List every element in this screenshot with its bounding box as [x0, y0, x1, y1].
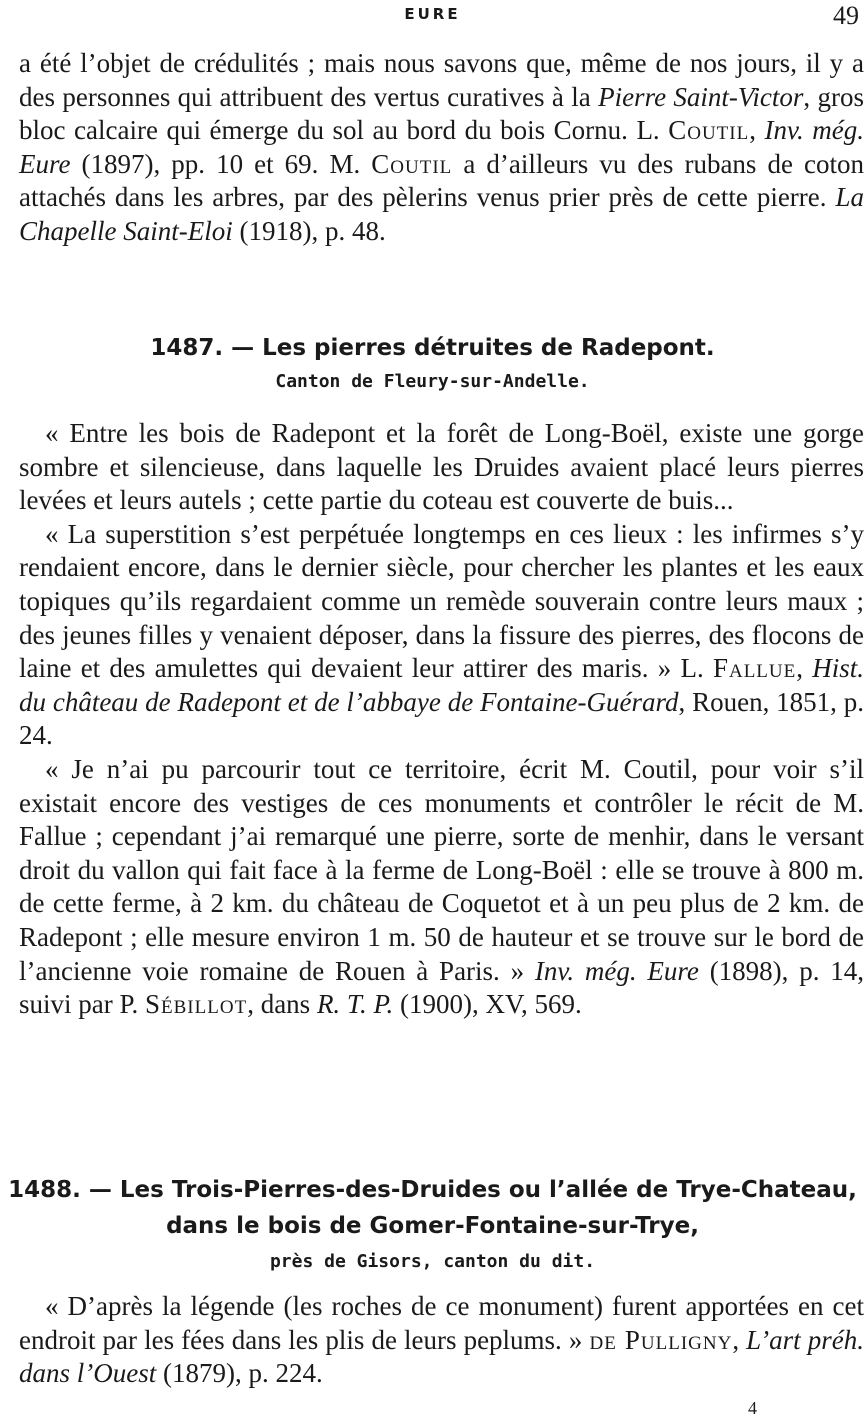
page-header — [0, 2, 865, 32]
section-1487-paragraph-3 — [19, 753, 864, 1022]
s1488-text-c: (1879), p. 224. — [156, 1358, 323, 1389]
section-1487-paragraph-1: « Entre les bois de Radepont et la forêt de Long-Boël, existe une gorge sombre et silencieuse, dans laquelle les Druides avaient placé leurs pierres levées et leurs autels ; cette partie du coteau est couverte de buis... — [19, 418, 864, 516]
s1488-text-b: , — [732, 1324, 747, 1355]
intro-text-4: (1897), pp. 10 et 69. M. — [70, 148, 372, 179]
p2-text-c: , Rouen, 1851, p. 24. — [19, 686, 864, 751]
running-title: EURE — [404, 5, 461, 23]
p3-reference-2: R. T. P. — [316, 989, 394, 1020]
intro-paragraph — [19, 47, 864, 249]
section-1487-subtitle: Canton de Fleury-sur-Andelle. — [275, 371, 590, 392]
p3-text-d: (1900), XV, 569. — [393, 989, 582, 1020]
p2-text-a: « La superstition s’est perpétuée longtemps en ces lieux : les infirmes s’y rendaient encore, dans le dernier siècle, pour chercher les plantes et les eaux topiques qu’ils regardaient comme un remède souverain contre leurs maux ; des jeunes filles y venaient déposer, dans la fissure des pierres, des flocons de laine et des amulettes qui devaient leur attirer des maris. » L. — [19, 518, 864, 684]
intro-author: Coutil — [668, 115, 750, 146]
section-1488-title-line-1: 1488. — Les Trois-Pierres-des-Druides ou l’allée de Trye-Chateau, — [8, 1177, 857, 1203]
p2-text-b: , — [796, 653, 813, 684]
p3-text-b: (1898), p. 14, suivi par P. — [19, 955, 865, 1020]
section-1488-title-line-2: dans le bois de Gomer-Fontaine-sur-Trye, — [166, 1213, 699, 1239]
intro-text-6: (1918), p. 48. — [232, 215, 386, 246]
section-1488-body — [19, 1290, 864, 1391]
s1488-author: de Pulligny — [589, 1324, 733, 1355]
p2-reference: Hist. du château de Radepont et de l’abbaye de Fontaine-Guérard — [19, 653, 864, 717]
intro-text-1: a été l’objet de crédulités ; mais nous savons que, même de nos jours, il y a des personnes qui attribuent des vertus curatives à la — [19, 48, 864, 112]
intro-reference: Inv. még. Eure — [19, 115, 864, 179]
page-number: 49 — [833, 1, 859, 30]
intro-text-5: a d’ailleurs vu des rubans de coton attachés dans les arbres, par des pèlerins venus prier près de cette pierre. — [19, 148, 864, 213]
section-1488-subtitle: près de Gisors, canton du dit. — [269, 1251, 596, 1272]
intro-text-3: , — [749, 115, 765, 146]
s1488-text-a: « D’après la légende (les roches de ce monument) furent apportées en cet endroit par les fées dans les plis de leurs peplums. » — [19, 1291, 864, 1355]
p2-author: Fallue — [712, 653, 797, 684]
intro-text-2: , gros bloc calcaire qui émerge du sol au bord du bois Cornu. L. — [19, 81, 864, 146]
intro-author-2: Coutil — [371, 148, 453, 179]
section-1488-paragraph-1 — [19, 1290, 864, 1391]
intro-reference-2: La Chapelle Saint-Eloi — [19, 182, 864, 246]
p3-reference: Inv. még. Eure — [534, 955, 699, 986]
p3-text-c: , dans — [247, 989, 317, 1020]
intro-place: Pierre Saint-Victor — [598, 81, 804, 112]
p3-author: Sébillot — [145, 989, 248, 1020]
section-1487-paragraph-2 — [19, 518, 864, 753]
section-1487-body — [19, 417, 864, 1022]
signature-mark: 4 — [748, 1398, 757, 1418]
section-1487-title: 1487. — Les pierres détruites de Radepont. — [150, 335, 715, 361]
p3-text-a: « Je n’ai pu parcourir tout ce territoire, écrit M. Coutil, pour voir s’il existait encore des vestiges de ces monuments et contrôler le récit de M. Fallue ; cependant j’ai remarqué une pierre, sorte de menhir, dans le versant droit du vallon qui fait face à la ferme de Long-Boël : elle se trouve à 800 m. de cette ferme, à 2 km. du château de Coquetot et à un peu plus de 2 km. de Radepont ; elle mesure environ 1 m. 50 de hauteur et se trouve sur le bord de l’ancienne voie romaine de Rouen à Paris. » — [19, 753, 864, 986]
s1488-reference: L’art préh. dans l’Ouest — [19, 1324, 864, 1389]
